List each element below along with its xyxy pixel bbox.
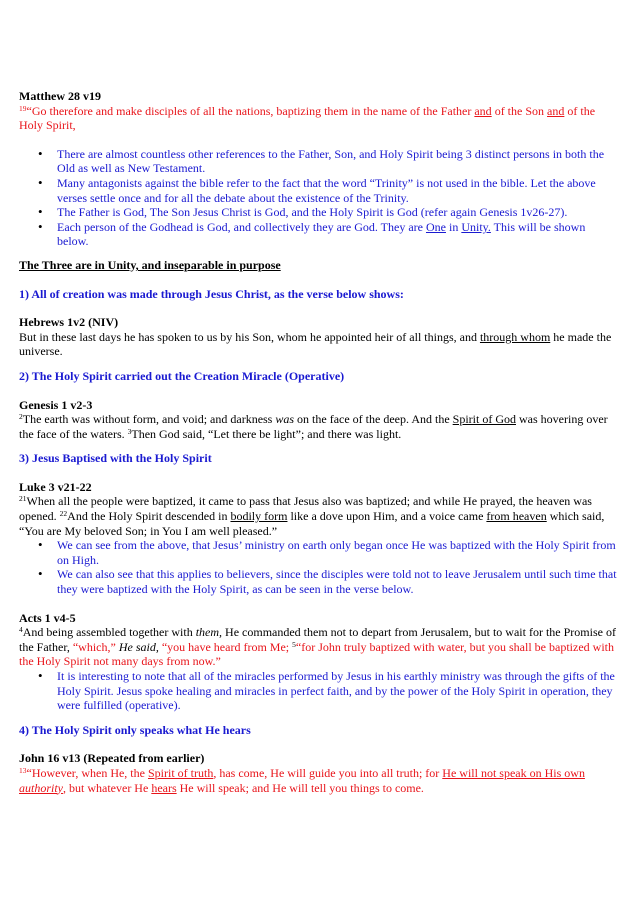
verse-text: he made the universe.: [19, 329, 612, 359]
verse-text: which said, “You are My beloved Son; in You I am well pleased.”: [19, 509, 605, 538]
bullet-item: • There are almost countless other references to the Father, Son, and Holy Spirit being 3 distinct persons in both the Old as well as New Testament.: [57, 147, 619, 176]
verse-text: The earth was without form, and void; and darkness: [22, 412, 276, 427]
bullet-item: • The Father is God, The Son Jesus Christ is God, and the Holy Spirit is God (refer again Genesis 1v26-27).: [57, 205, 619, 220]
genesis-reference: Genesis 1 v2-3: [19, 397, 93, 412]
underlined-text: and: [474, 103, 492, 118]
underlined-text: and: [547, 103, 565, 118]
bullet-item: • We can also see that this applies to believers, since the disciples were told not to leave Jerusalem until such time that they were baptized with the Holy Spirit, as can be seen in the verse below.: [57, 567, 619, 596]
underlined-text: He will not speak on His own: [442, 765, 585, 780]
section-heading-2: 2) The Holy Spirit carried out the Creation Miracle (Operative): [19, 368, 345, 383]
verse-text: of the Son: [491, 103, 548, 118]
verse-number: 5: [292, 639, 296, 649]
document-page: [19, 89, 619, 795]
verse-text: of the Holy Spirit,: [19, 103, 596, 133]
verse-text: He commanded them not to depart from Jerusalem, but to wait for the Promise of the Father,: [19, 625, 616, 654]
red-letter-text: “for John truly baptized with water, but you shall be baptized with the Holy Spirit not many days from now.”: [19, 639, 614, 669]
bullet-item: • It is interesting to note that all of the miracles performed by Jesus in his earthly ministry was through the gifts of the Holy Spirit. Jesus spoke healing and miracles in perfect faith, and by the power of the Holy Spirit in operation, they were fulfilled (operative).: [57, 669, 619, 713]
verse-number: 21: [19, 494, 27, 504]
miracles-bullet-list: [19, 669, 619, 713]
genesis-verse: [19, 412, 619, 441]
underlined-text: Spirit of God: [452, 412, 516, 427]
verse-number: 2: [19, 412, 23, 422]
verse-text: was hovering over the face of the waters.: [19, 412, 608, 441]
section-heading-3: 3) Jesus Baptised with the Holy Spirit: [19, 451, 212, 466]
acts-verse: [19, 625, 619, 669]
verse-text: on the face of the deep. And the: [294, 412, 453, 427]
verse-text: like a dove upon Him, and a voice came: [287, 509, 487, 524]
verse-number: 3: [127, 426, 132, 436]
hebrews-reference: Hebrews 1v2 (NIV): [19, 315, 119, 330]
red-letter-text: “which,”: [72, 639, 119, 654]
john-verse: [19, 766, 619, 795]
unity-heading: The Three are in Unity, and inseparable in purpose: [19, 257, 281, 272]
bullet-text: in: [445, 219, 462, 234]
bullet-text: This will be shown below.: [57, 219, 586, 249]
luke-reference: Luke 3 v21-22: [19, 479, 92, 494]
hebrews-verse: [19, 330, 619, 359]
verse-text: Then God said, “Let there be light”; and there was light.: [131, 426, 402, 441]
red-letter-text: “you have heard from Me;: [158, 639, 293, 654]
verse-text: But in these last days he has spoken to us by his Son, whom he appointed heir of all things, and: [19, 329, 480, 344]
verse-text: When all the people were baptized, it came to pass that Jesus also was baptized; and while He prayed, the heaven was opened.: [19, 494, 592, 524]
italic-text: He said,: [118, 639, 159, 654]
verse-number: 19: [19, 103, 27, 113]
verse-number: 22: [59, 509, 68, 519]
acts-reference: Acts 1 v4-5: [19, 610, 76, 625]
verse-text: And the Holy Spirit descended in: [67, 509, 231, 524]
verse-text: , but whatever He: [63, 780, 152, 795]
underlined-text: One: [425, 219, 446, 234]
section-heading-1: 1) All of creation was made through Jesus Christ, as the verse below shows:: [19, 286, 404, 301]
verse-number: 4: [19, 625, 23, 635]
verse-text: , has come, He will guide you into all truth; for: [213, 765, 443, 780]
matthew-verse: [19, 104, 619, 133]
italic-text: them,: [195, 625, 223, 640]
bullet-item: [57, 220, 619, 249]
verse-text: And being assembled together with: [22, 625, 196, 640]
bullet-text: Each person of the Godhead is God, and collectively they are God. They are: [57, 219, 426, 234]
underlined-text: hears: [151, 780, 177, 795]
bullet-item: • Many antagonists against the bible refer to the fact that the word “Trinity” is not used in the bible. Let the above verses settle once and for all the debate about the existence of the Trinity.: [57, 176, 619, 205]
underlined-text: from heaven: [486, 509, 547, 524]
matthew-reference: Matthew 28 v19: [19, 89, 101, 103]
trinity-bullet-list: [19, 147, 619, 249]
bullet-item: • We can see from the above, that Jesus’ ministry on earth only began once He was baptized with the Holy Spirit from on High.: [57, 538, 619, 567]
underlined-text: Spirit of truth: [147, 765, 214, 780]
underlined-text: through whom: [479, 329, 551, 344]
verse-text: “Go therefore and make disciples of all the nations, baptizing them in the name of the Father: [26, 103, 475, 118]
underlined-text: bodily form: [230, 509, 288, 524]
italic-text: was: [275, 412, 295, 427]
verse-number: 13: [19, 765, 27, 775]
underlined-text: Unity.: [461, 219, 491, 234]
section-heading-4: 4) The Holy Spirit only speaks what He hears: [19, 722, 251, 737]
underlined-italic-text: authority: [19, 780, 63, 795]
verse-text: He will speak; and He will tell you things to come.: [176, 780, 424, 795]
verse-text: “However, when He, the: [26, 765, 148, 780]
baptism-bullet-list: [19, 538, 619, 596]
john-reference: John 16 v13 (Repeated from earlier): [19, 751, 205, 766]
luke-verse: [19, 494, 619, 538]
